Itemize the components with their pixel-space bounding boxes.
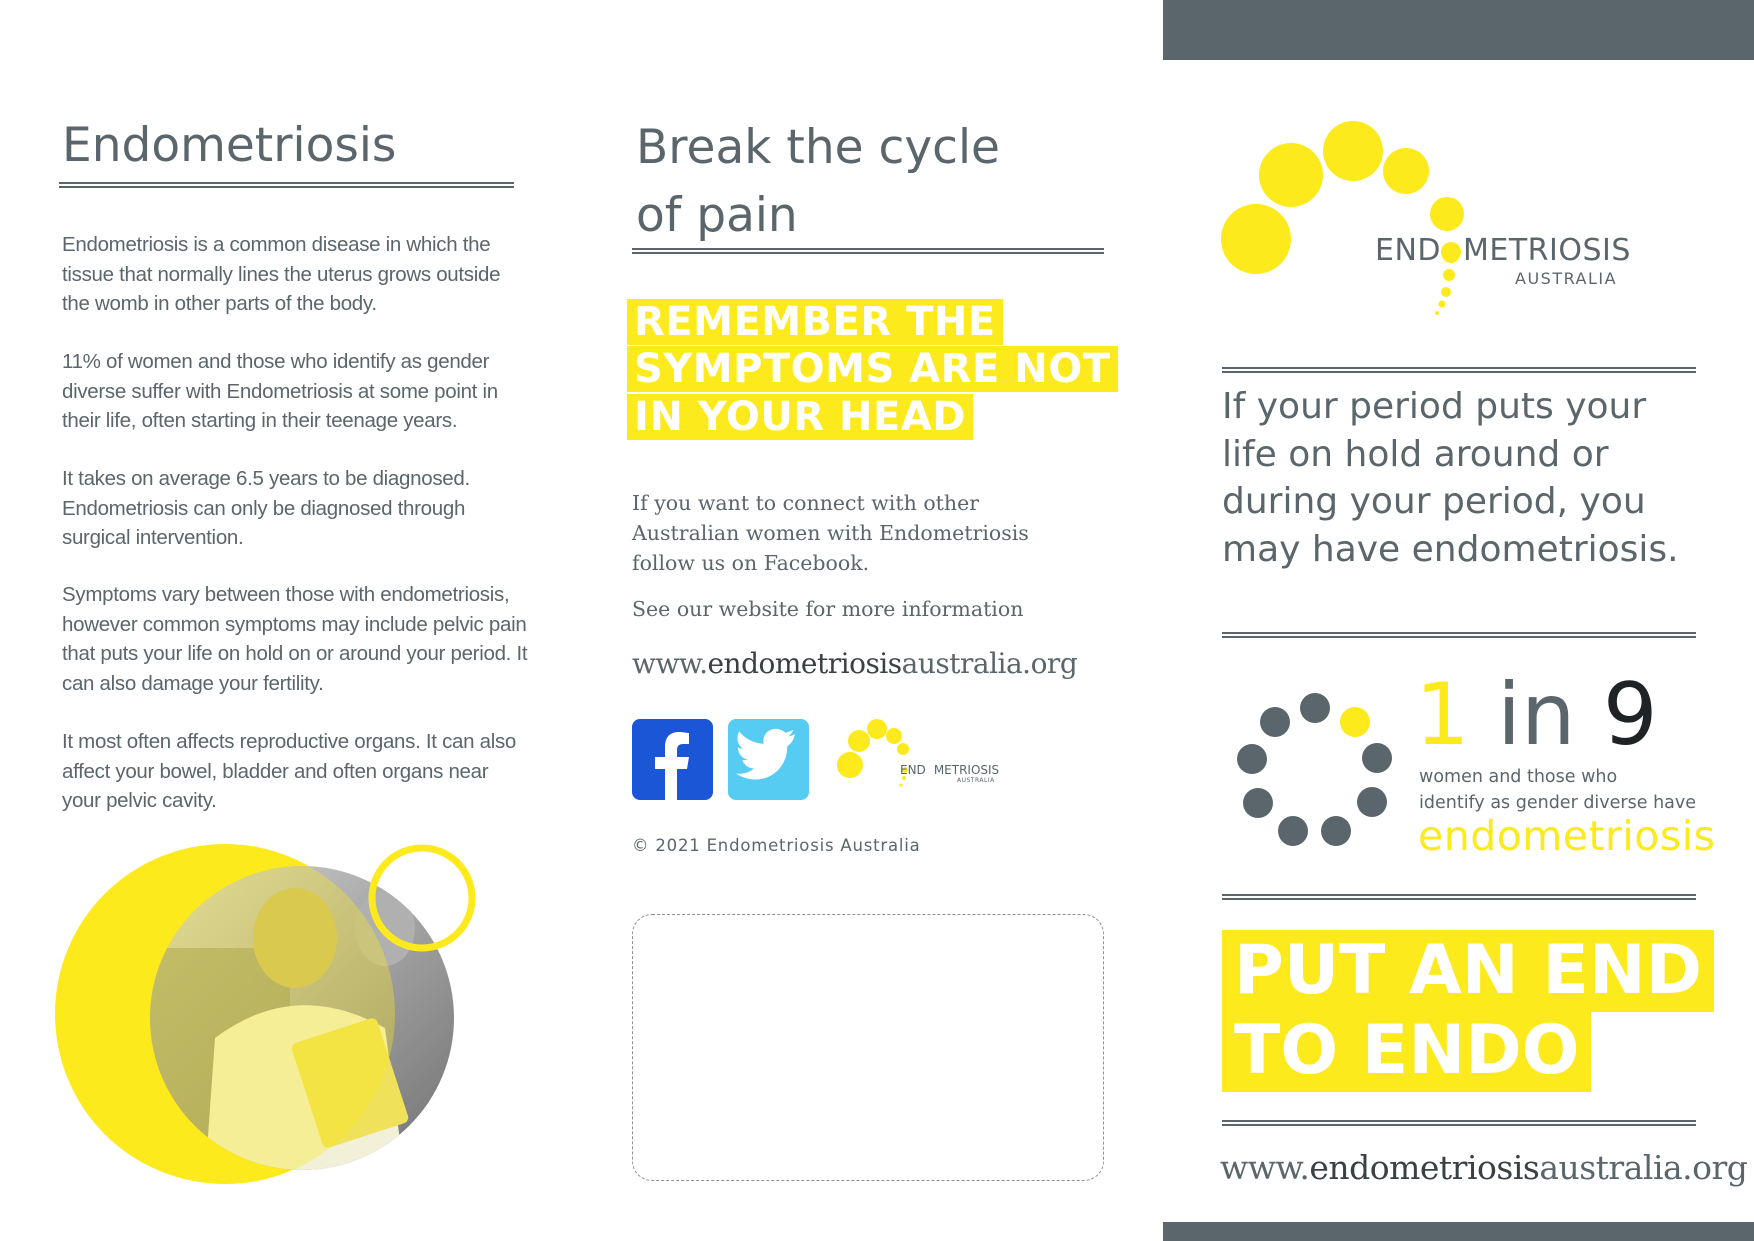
url-main: endometriosis (1309, 1148, 1540, 1187)
endometriosis-australia-logo (1215, 115, 1635, 335)
middle-title-line1: Break the cycle (636, 120, 1000, 175)
intro-paragraph: Endometriosis is a common disease in which the tissue that normally lines the uterus grows outside the womb in other parts of the body. (62, 233, 501, 315)
url-prefix: www. (632, 647, 708, 680)
small-logo-sub: AUSTRALIA (957, 777, 995, 784)
organs-paragraph: It most often affects reproductive organs. It can also affect your bowel, bladder and often organs near your pelvic cavity. (62, 730, 517, 812)
diagnosis-paragraph: It takes on average 6.5 years to be diagnosed. Endometriosis can only be diagnosed through surgical intervention. (62, 467, 470, 549)
right-top-bar (1163, 0, 1754, 60)
stat-line-2: identify as gender diverse have (1419, 792, 1697, 813)
put-an-end-line-1: PUT AN END (1222, 930, 1714, 1012)
url-prefix: www. (1220, 1148, 1310, 1187)
left-panel-title: Endometriosis (62, 118, 397, 173)
highlight-line-2: SYMPTOMS ARE NOT (627, 346, 1118, 392)
url-suffix: australia.org (901, 647, 1078, 680)
period-question-text: If your period puts your life on hold around or during your period, you may have endometriosis. (1222, 386, 1679, 570)
stat-line-1: women and those who (1419, 767, 1618, 787)
prevalence-paragraph: 11% of women and those who identify as gender diverse suffer with Endometriosis at some point in their life, often starting in their teenage years. (62, 350, 498, 432)
right-rule-1 (1222, 367, 1696, 373)
highlight-line-3: IN YOUR HEAD (627, 394, 973, 440)
middle-panel-title (636, 114, 1000, 250)
stat-one: 1 (1415, 665, 1470, 765)
right-rule-3 (1222, 894, 1696, 900)
stat-endometriosis-word: endometriosis (1418, 812, 1716, 860)
twitter-icon[interactable] (728, 719, 809, 800)
symptoms-paragraph: Symptoms vary between those with endometriosis, however common symptoms may include pelvic pain that puts your life on hold on or around your period. It can also damage your fertility. (62, 583, 528, 695)
right-bottom-bar (1163, 1222, 1754, 1241)
small-logo-wordmark: END METRIOSIS (900, 763, 1000, 777)
put-an-end-line-2: TO ENDO (1222, 1010, 1591, 1092)
scientist-photo-graphic (55, 838, 495, 1188)
small-endometriosis-logo (835, 714, 1005, 804)
one-in-nine-dots-graphic (1230, 688, 1400, 858)
facebook-icon[interactable] (632, 719, 713, 800)
stat-nine: 9 (1602, 665, 1658, 765)
logo-sub: AUSTRALIA (1515, 269, 1618, 288)
highlight-line-1: REMEMBER THE (627, 299, 1003, 345)
right-rule-4 (1222, 1120, 1696, 1126)
right-website-link[interactable] (1220, 1148, 1747, 1187)
right-rule-2 (1222, 632, 1696, 638)
url-main: endometriosis (707, 647, 902, 680)
website-info-text: See our website for more information (632, 597, 1024, 621)
stat-in: in (1497, 665, 1576, 765)
facebook-connect-text: If you want to connect with other Australian women with Endometriosis follow us on Facebook. (632, 491, 1029, 575)
url-suffix: australia.org (1539, 1148, 1748, 1187)
middle-title-rule (632, 248, 1104, 254)
left-title-rule (59, 182, 514, 188)
logo-wordmark: END METRIOSIS (1375, 233, 1631, 268)
middle-title-line2: of pain (636, 188, 798, 243)
one-in-nine-stat (1415, 665, 1658, 765)
stat-description (1419, 765, 1696, 816)
middle-website-link[interactable] (632, 647, 1077, 680)
address-box (632, 914, 1104, 1181)
copyright-text: © 2021 Endometriosis Australia (632, 836, 921, 855)
